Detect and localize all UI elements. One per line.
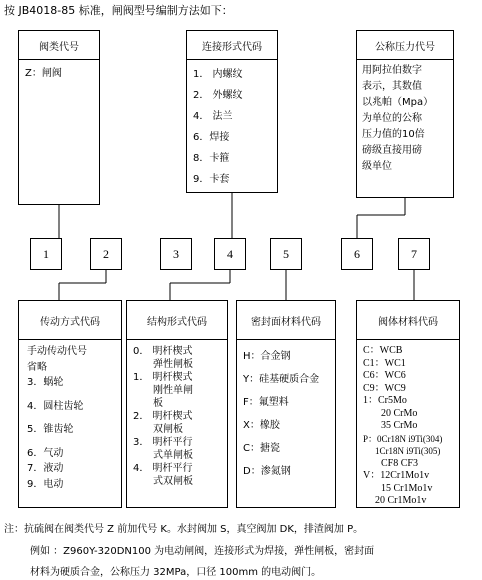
connection-type-body: [187, 59, 277, 192]
drive-mode-line: [27, 391, 113, 399]
drive-mode-body: [19, 339, 121, 507]
nominal-pressure-line: 压力值的10倍: [362, 129, 425, 140]
body-material-line: 20 Cr1Mo1v: [375, 495, 427, 506]
body-material-box: [356, 300, 460, 508]
number-box-7: 7: [398, 238, 430, 270]
example-line: 例如 ：Z960Y-320DN100 为电动闸阀，连接形式为焊接，弹性闸板，密封面: [30, 546, 375, 557]
structure-type-line: 式双闸板: [153, 476, 193, 487]
structure-type-line: 式单闸板: [153, 450, 193, 461]
nominal-pressure-line: 用阿拉伯数字: [362, 65, 422, 76]
connection-type-line: 6．焊接: [193, 132, 230, 143]
drive-mode-box: [18, 300, 122, 508]
structure-type-line: 1． 明杆楔式: [133, 372, 193, 383]
valve-type-line: Z：闸阀: [25, 68, 62, 79]
sealing-material-line: F：氟塑料: [243, 397, 289, 408]
drive-mode-line: [27, 438, 113, 446]
structure-type-body: [127, 339, 227, 507]
drive-mode-line: 手动传动代号: [27, 346, 87, 357]
number-box-3: 3: [160, 238, 192, 270]
sealing-material-line: X：橡胶: [243, 420, 280, 431]
sealing-material-line: C：搪瓷: [243, 443, 280, 454]
drive-mode-line: 5．锥齿轮: [27, 424, 74, 435]
connection-type-line: 8．卡箍: [193, 153, 230, 164]
connection-type-line: 9．卡套: [193, 174, 230, 185]
nominal-pressure-line: 磅级直接用磅: [362, 145, 422, 156]
example-line-continued: 材料为硬质合金，公称压力 32MPa，口径 100mm 的电动阀门。: [30, 567, 322, 578]
valve-type-box: [18, 30, 100, 205]
drive-mode-line: 4．圆柱齿轮: [27, 400, 84, 412]
drive-mode-line: [27, 414, 113, 422]
body-material-line: C6：WC6: [363, 370, 406, 381]
structure-type-line: 板: [153, 398, 163, 409]
structure-type-line: 刚性单闸: [153, 385, 193, 396]
note-line: 注：抗硫阀在阀类代号 Z 前加代号 K。水封阀加 S，真空阀加 DK，排渣阀加 P。: [4, 524, 364, 535]
sealing-material-line: H：合金钢: [243, 351, 291, 362]
nominal-pressure-line: 为单位的公称: [362, 113, 422, 124]
sealing-material-header: 密封面材料代码: [237, 301, 335, 340]
body-material-line: 1：Cr5Mo: [363, 395, 407, 406]
body-material-line: 15 Cr1Mo1v: [381, 482, 433, 494]
connection-type-line: 4． 法兰: [193, 111, 233, 122]
drive-mode-line: 7．液动: [27, 463, 64, 474]
nominal-pressure-header: 公称压力代号: [357, 31, 453, 60]
number-box-4: 4: [214, 238, 246, 270]
structure-type-line: 3． 明杆平行: [133, 437, 193, 448]
nominal-pressure-line: 级单位: [362, 161, 392, 172]
drive-mode-line: 6．气动: [27, 447, 64, 459]
body-material-line: 20 CrMo: [381, 407, 418, 419]
body-material-line: C9：WC9: [363, 382, 406, 394]
connection-type-header: 连接形式代码: [187, 31, 277, 60]
structure-type-box: [126, 300, 228, 508]
drive-mode-line: 9．电动: [27, 478, 64, 490]
connection-type-line: 1． 内螺纹: [193, 69, 243, 80]
structure-type-line: 4． 明杆平行: [133, 463, 193, 474]
sealing-material-line: D：渗氮钢: [243, 466, 291, 477]
valve-type-body: [19, 59, 99, 204]
body-material-line: V：12Cr1Mo1v: [363, 470, 430, 481]
body-material-header: 阀体材料代码: [357, 301, 459, 340]
number-box-1: 1: [30, 238, 62, 270]
connection-type-box: [186, 30, 278, 193]
sealing-material-box: [236, 300, 336, 508]
structure-type-line: 弹性闸板: [153, 359, 193, 370]
drive-mode-line: 省略: [27, 361, 47, 373]
drive-mode-line: 3．蜗轮: [27, 377, 64, 388]
structure-type-line: 0． 明杆楔式: [133, 346, 193, 357]
nominal-pressure-body: [357, 59, 453, 197]
valve-type-header: 阀类代号: [19, 31, 99, 60]
connection-type-line: 2． 外螺纹: [193, 90, 243, 101]
nominal-pressure-box: [356, 30, 454, 198]
number-box-2: 2: [90, 238, 122, 270]
body-material-line: C1：WC1: [363, 357, 406, 369]
body-material-line: 35 CrMo: [381, 420, 418, 431]
body-material-line: CF8 CF3: [381, 457, 418, 469]
structure-type-line: 2． 明杆楔式: [133, 411, 193, 422]
nominal-pressure-line: 以兆帕（Mpa）: [362, 97, 434, 108]
page-title: 按 JB4018-85 标准，闸阀型号编制方法如下：: [4, 4, 233, 17]
number-box-6: 6: [341, 238, 373, 270]
structure-type-line: 双闸板: [153, 424, 183, 435]
number-box-5: 5: [270, 238, 302, 270]
nominal-pressure-line: 表示，其数值: [362, 81, 422, 92]
sealing-material-body: [237, 339, 335, 507]
body-material-line: 1Cr18N i9Ti(305): [375, 446, 441, 456]
body-material-line: P：0Cr18N i9Ti(304): [363, 433, 443, 444]
body-material-body: [357, 339, 459, 507]
body-material-line: C：WCB: [363, 345, 403, 356]
sealing-material-line: Y：硅基硬质合金: [243, 374, 320, 385]
drive-mode-header: 传动方式代码: [19, 301, 121, 340]
structure-type-header: 结构形式代码: [127, 301, 227, 340]
